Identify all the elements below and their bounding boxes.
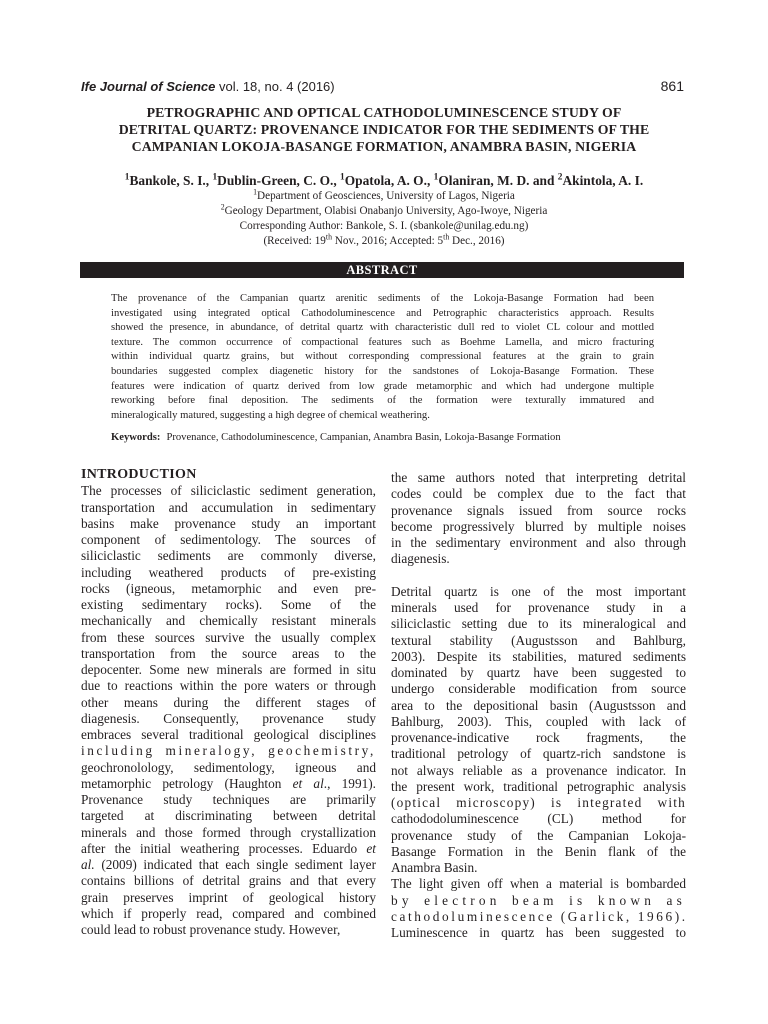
date-text: (Received: 19 xyxy=(263,235,326,247)
abstract-body xyxy=(111,292,654,423)
body-line: 2003). Despite its stabilities, matured sediments xyxy=(391,648,686,664)
body-line: siliciclastic sediments are commonly diverse, xyxy=(81,548,376,564)
body-line: mechanically and chemically resistant minerals xyxy=(81,613,376,629)
author: Akintola, A. I. xyxy=(562,173,644,188)
body-line: undergo considerable modification from source xyxy=(391,681,686,697)
body-line: minerals used for provenance study in a xyxy=(391,600,686,615)
affiliation-text: Department of Geosciences, University of Lagos, Nigeria xyxy=(257,190,515,202)
body-line: provenance study of the Campanian Lokoja- xyxy=(391,827,686,843)
affiliation-marker: 1 xyxy=(253,187,258,197)
keywords xyxy=(111,432,561,443)
keywords-list: Provenance, Cathodoluminescence, Campanian, Anambra Basin, Lokoja-Basange Formation xyxy=(166,432,561,443)
body-line: other means during the different stages of xyxy=(81,694,376,710)
body-line: in the sedimentary environment and also through xyxy=(391,535,686,550)
abstract-line: boundaries suggested complex diagenetic history for the sandstones of Lokoja-Basange Formation. These xyxy=(111,365,654,377)
body-line: rocks (igneous, metamorphic and even pre- xyxy=(81,580,376,596)
right-column xyxy=(391,470,686,941)
body-line: targeted at discriminating between detrital xyxy=(81,808,376,824)
body-line: transportation from the source areas to the xyxy=(81,645,376,661)
body-line: siliciclastic setting due to its mineralogical and xyxy=(391,616,686,632)
body-line xyxy=(81,776,376,792)
body-line: dominated by quartz have been suggested to xyxy=(391,665,686,680)
body-text: (2009) indicated that each single sediment layer xyxy=(94,857,376,872)
abstract-line: The provenance of the Campanian quartz arenitic sediments of the Lokoja-Basange Formation had been xyxy=(111,293,654,304)
paragraph-gap xyxy=(391,568,686,584)
affiliation-marker: 2 xyxy=(220,202,225,212)
paper-title xyxy=(60,104,708,155)
body-text-italic: et xyxy=(366,840,376,856)
abstract-line: texture. The common occurrence of compactional features such as Boehme Lamella, and micro fracturing xyxy=(111,336,654,348)
body-line: component of sedimentology. The sources of xyxy=(81,532,376,547)
affiliation-marker: 1 xyxy=(433,172,439,183)
body-line: cathododoluminescence (CL) method for xyxy=(391,811,686,827)
date-suffix: th xyxy=(325,232,332,242)
body-line: Basange Formation in the Benin flank of the xyxy=(391,843,686,859)
body-line xyxy=(81,841,376,857)
author: Olaniran, M. D. and xyxy=(438,173,558,188)
body-line: The light given off when a material is bombarded xyxy=(391,876,686,892)
body-line: textural stability (Augustsson and Bahlburg, xyxy=(391,632,686,648)
body-line: traditional petrology of quartz-rich sandstone is xyxy=(391,746,686,762)
body-line: Provenance study techniques are primarily xyxy=(81,792,376,807)
journal-volume: vol. 18, no. 4 (2016) xyxy=(215,79,335,94)
abstract-heading: ABSTRACT xyxy=(80,262,684,278)
body-line: Anambra Basin. xyxy=(391,860,478,875)
abstract-line: within individual quartz grains, but without corresponding compressional features at the grain to grain xyxy=(111,351,654,363)
body-line: from these sources survive the usually complex xyxy=(81,629,376,645)
abstract-line: showed the presence, in abundance, of detrital quartz with characteristic dull red to violet CL colour and mottled xyxy=(111,322,654,334)
body-line: by electron beam is known as xyxy=(391,892,686,908)
author-list xyxy=(60,173,708,189)
author: Opatola, A. O., xyxy=(344,173,434,188)
body-line: could lead to robust provenance study. However, xyxy=(81,922,341,937)
body-line: grain preserves imprint of geological history xyxy=(81,889,376,905)
body-text: ., 1991). xyxy=(323,775,376,791)
author: Bankole, S. I., xyxy=(129,173,213,188)
body-line: the same authors noted that interpreting detrital xyxy=(391,470,686,485)
corresponding-author: Corresponding Author: Bankole, S. I. (sbankole@unilag.edu.ng) xyxy=(239,220,529,232)
author: Dublin-Green, C. O., xyxy=(217,173,341,188)
body-line: Bahlburg, 2003). This, coupled with lack of xyxy=(391,713,686,729)
body-line: Luminescence in quartz has been suggested to xyxy=(391,925,686,940)
body-line: transportation and accumulation in sedimentary xyxy=(81,499,376,515)
body-text: after the initial weathering processes. Eduardo xyxy=(81,840,367,856)
body-line: including mineralogy, geochemistry, xyxy=(81,743,376,759)
body-text-italic: al. xyxy=(81,857,95,872)
keywords-label: Keywords: xyxy=(111,432,161,443)
body-line: area to the depositional basin (Augustsson and xyxy=(391,697,686,713)
body-line: contains billions of detrital grains and that every xyxy=(81,873,376,889)
body-text: metamorphic petrology (Haughton xyxy=(81,775,293,791)
abstract-line: features were indication of quartz derived from low grade metamorphic and which had undergone multiple xyxy=(111,380,654,392)
body-line: existing sedimentary rocks). Some of the xyxy=(81,597,376,612)
body-line: which if properly read, compared and combined xyxy=(81,905,376,921)
body-line: The processes of siliciclastic sediment generation, xyxy=(81,483,376,499)
body-line: including weathered products of pre-existing xyxy=(81,564,376,580)
body-text-italic: et al xyxy=(292,775,324,791)
body-line: diagenesis. Consequently, provenance study xyxy=(81,710,376,726)
page-number: 861 xyxy=(660,78,684,94)
body-line: cathodoluminescence (Garlick, 1966). xyxy=(391,908,688,924)
body-line: Detrital quartz is one of the most important xyxy=(391,583,686,599)
journal-citation xyxy=(81,79,335,94)
affiliation-marker: 2 xyxy=(557,172,563,183)
body-line: the present work, traditional petrographic analysis xyxy=(391,778,686,794)
affiliation-text: Geology Department, Olabisi Onabanjo University, Ago-Iwoye, Nigeria xyxy=(224,205,548,217)
affiliation xyxy=(60,189,708,204)
body-line: provenance signals issued from source rocks xyxy=(391,502,686,518)
title-line: DETRITAL QUARTZ: PROVENANCE INDICATOR FOR THE SEDIMENTS OF THE xyxy=(118,122,650,137)
body-line: provenance-indicative rock fragments, the xyxy=(391,730,686,745)
body-line: embraces several traditional geological disciplines xyxy=(81,727,376,742)
date-text: Nov., 2016; Accepted: 5 xyxy=(332,235,444,247)
abstract-line: mineralogically matured, suggesting a high degree of chemical weathering. xyxy=(111,409,430,421)
body-line: minerals and those formed through crystallization xyxy=(81,824,376,840)
body-line: depocenter. Some new minerals are formed in situ xyxy=(81,662,376,677)
affiliation-marker: 1 xyxy=(212,172,218,183)
affiliations xyxy=(60,189,708,249)
affiliation xyxy=(60,204,708,219)
abstract-line: investigated using integrated optical Cathodoluminescence and Petrographic characteristics approach. Results xyxy=(111,307,654,319)
journal-name: Ife Journal of Science xyxy=(81,79,216,94)
body-line: codes could be complex due to the fact that xyxy=(391,486,686,502)
body-line: not always reliable as a provenance indicator. In xyxy=(391,762,686,778)
body-line: basins make provenance study an important xyxy=(81,515,376,531)
received-dates xyxy=(60,234,708,249)
title-line: PETROGRAPHIC AND OPTICAL CATHODOLUMINESCENCE STUDY OF xyxy=(146,105,622,120)
body-line: due to reactions within the pore waters or through xyxy=(81,678,376,694)
body-line: geochronolology, sedimentology, igneous and xyxy=(81,759,376,775)
title-line: CAMPANIAN LOKOJA-BASANGE FORMATION, ANAMBRA BASIN, NIGERIA xyxy=(131,139,637,154)
body-line: diagenesis. xyxy=(391,551,450,567)
affiliation-marker: 1 xyxy=(124,172,130,183)
body-line xyxy=(81,857,376,873)
date-suffix: th xyxy=(443,232,450,242)
section-heading: INTRODUCTION xyxy=(81,467,197,482)
date-text: Dec., 2016) xyxy=(449,235,505,247)
affiliation-marker: 1 xyxy=(340,172,345,183)
body-line: (optical microscopy) is integrated with xyxy=(391,795,686,810)
abstract-line: reworking before final deposition. The sediments of the formation were texturally immatured and xyxy=(111,395,654,407)
body-line: become progressively blurred by multiple noises xyxy=(391,518,686,534)
left-column xyxy=(81,467,376,938)
